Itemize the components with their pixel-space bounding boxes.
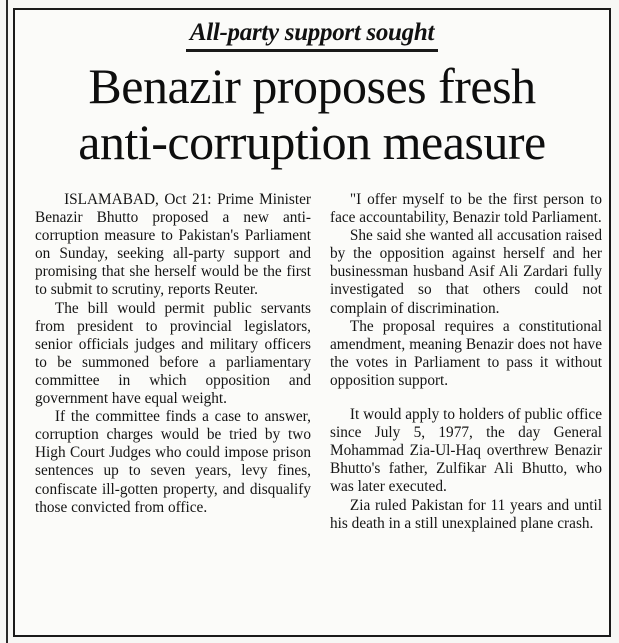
article-paragraph: The bill would permit public servants from president to provincial legislators, senior officials judges and military officers to be summoned before a parliamentary committee in which opposition and government have equal weight. xyxy=(35,299,311,408)
article-paragraph: ISLAMABAD, Oct 21: Prime Minister Benazir Bhutto proposed a new anti-corruption measure to Pakistan's Parliament on Sunday, seeking all-party support and promising that she herself would be the first to submit to scrutiny, reports Reuter. xyxy=(35,191,311,299)
column-rule xyxy=(6,0,8,643)
headline xyxy=(15,58,609,170)
article-paragraph: She said she wanted all accusation raised by the opposition against herself and her businessman husband Asif Ali Zardari fully investigated so that others could not complain of discrimination. xyxy=(330,227,602,317)
article-paragraph: If the committee finds a case to answer, corruption charges would be tried by two High Court Judges who could impose prison sentences up to seven years, levy fines, confiscate ill-gotten property, and disqualify those convicted from office. xyxy=(35,408,311,516)
article-paragraph: The proposal requires a constitutional amendment, meaning Benazir does not have the votes in Parliament to pass it without opposition support. xyxy=(330,317,602,389)
article-column-right xyxy=(330,191,602,533)
article-paragraph: Zia ruled Pakistan for 11 years and until his death in a still unexplained plane crash. xyxy=(330,496,602,532)
paragraph-gap xyxy=(330,390,602,406)
article-paragraph: "I offer myself to be the first person to face accountability, Benazir told Parliament. xyxy=(330,191,602,227)
headline-line-2: anti-corruption measure xyxy=(78,114,546,170)
article-column-left xyxy=(35,191,311,517)
article-paragraph: It would apply to holders of public office since July 5, 1977, the day General Mohammad Zia-Ul-Haq overthrew Benazir Bhutto's father, Zulfikar Ali Bhutto, who was later executed. xyxy=(330,406,602,496)
headline-line-1: Benazir proposes fresh xyxy=(88,58,536,114)
news-clipping xyxy=(13,8,611,637)
kicker: All-party support sought xyxy=(186,18,438,52)
kicker-container xyxy=(15,18,609,52)
